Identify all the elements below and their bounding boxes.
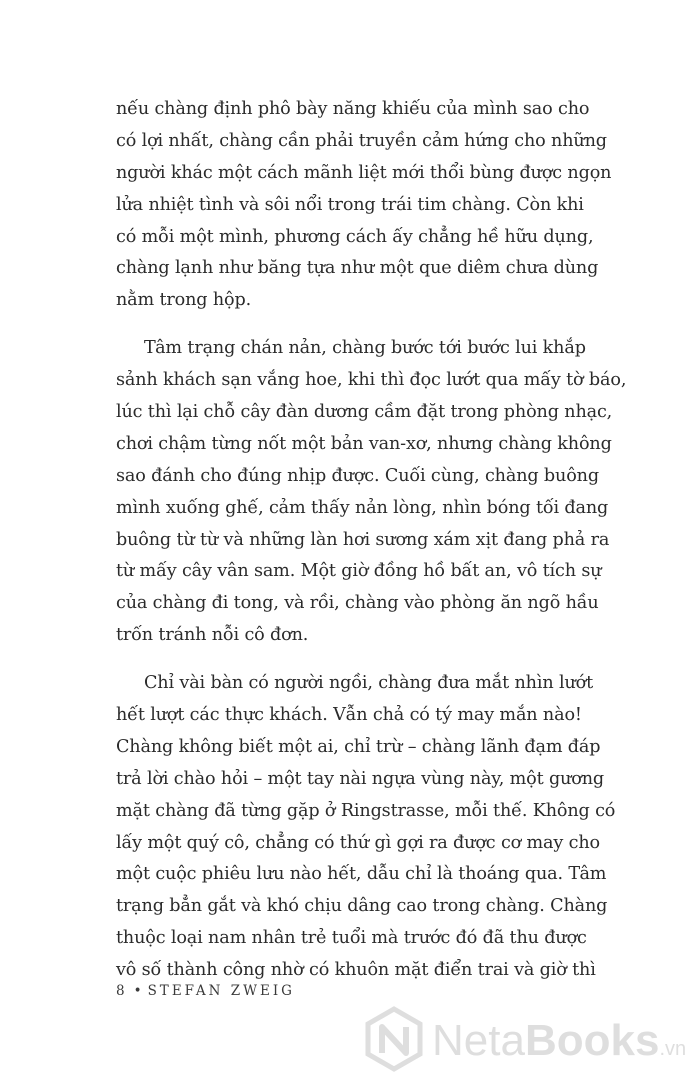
text-line: trốn tránh nỗi cô đơn.: [116, 625, 309, 646]
text-line: sao đánh cho đúng nhịp được. Cuối cùng, chàng buông: [116, 465, 599, 486]
text-line: nếu chàng định phô bày năng khiếu của mình sao cho: [116, 99, 590, 119]
page-number: 8: [116, 983, 128, 999]
footer-separator: •: [133, 983, 142, 999]
watermark-suffix: .vn: [659, 1038, 687, 1060]
text-line: một cuộc phiêu lưu nào hết, dẫu chỉ là thoáng qua. Tâm: [116, 864, 607, 885]
text-line: nằm trong hộp.: [116, 290, 252, 311]
text-line: Tâm trạng chán nản, chàng bước tới bước lui khắp: [144, 338, 586, 359]
text-line: chàng lạnh như băng tựa như một que diêm chưa dùng: [116, 258, 599, 279]
text-line: có mỗi một mình, phương cách ấy chẳng hề hữu dụng,: [116, 226, 594, 247]
paragraph: [116, 333, 676, 652]
svg-text:NetaBooks.vn: [432, 1016, 686, 1065]
text-line: lúc thì lại chỗ cây đàn dương cầm đặt trong phòng nhạc,: [116, 402, 613, 423]
text-line: có lợi nhất, chàng cần phải truyền cảm hứng cho những: [116, 130, 607, 151]
text-line: sảnh khách sạn vắng hoe, khi thì đọc lướt qua mấy tờ báo,: [116, 370, 627, 391]
text-line: Chàng không biết một ai, chỉ trừ – chàng lãnh đạm đáp: [116, 736, 601, 757]
text-line: thuộc loại nam nhân trẻ tuổi mà trước đó đã thu được: [116, 928, 587, 949]
text-line: trạng bẳn gắt và khó chịu dâng cao trong chàng. Chàng: [116, 896, 608, 917]
body-text: [116, 94, 676, 1003]
text-line: mình xuống ghế, cảm thấy nản lòng, nhìn bóng tối đang: [116, 497, 609, 518]
text-line: lửa nhiệt tình và sôi nổi trong trái tim chàng. Còn khi: [116, 194, 584, 215]
watermark-brand-neta: Neta: [432, 1016, 525, 1065]
running-footer: [116, 983, 295, 999]
watermark-brand-books: Books: [524, 1016, 660, 1065]
text-line: mặt chàng đã từng gặp ở Ringstrasse, mỗi thế. Không có: [116, 800, 616, 821]
netabooks-watermark: [358, 1003, 688, 1075]
text-line: người khác một cách mãnh liệt mới thổi bùng được ngọn: [116, 162, 612, 183]
netabooks-logo-icon: [368, 1009, 420, 1069]
text-line: Chỉ vài bàn có người ngồi, chàng đưa mắt nhìn lướt: [144, 673, 593, 694]
text-line: chơi chậm từng nốt một bản van-xơ, nhưng chàng không: [116, 433, 612, 454]
author-name: STEFAN ZWEIG: [147, 983, 295, 999]
text-line: trả lời chào hỏi – một tay nài ngựa vùng này, một gương: [116, 768, 604, 789]
text-line: vô số thành công nhờ có khuôn mặt điển trai và giờ thì: [116, 960, 596, 981]
paragraph: [116, 94, 676, 317]
text-line: của chàng đi tong, và rồi, chàng vào phòng ăn ngõ hầu: [116, 593, 599, 614]
text-line: hết lượt các thực khách. Vẫn chả có tý may mắn nào!: [116, 705, 582, 726]
text-line: từ mấy cây vân sam. Một giờ đồng hồ bất an, vô tích sự: [116, 561, 602, 582]
text-line: lấy một quý cô, chẳng có thứ gì gợi ra được cơ may cho: [116, 832, 600, 853]
text-line: buông từ từ và những làn hơi sương xám xịt đang phả ra: [116, 529, 610, 550]
paragraph: [116, 668, 676, 987]
